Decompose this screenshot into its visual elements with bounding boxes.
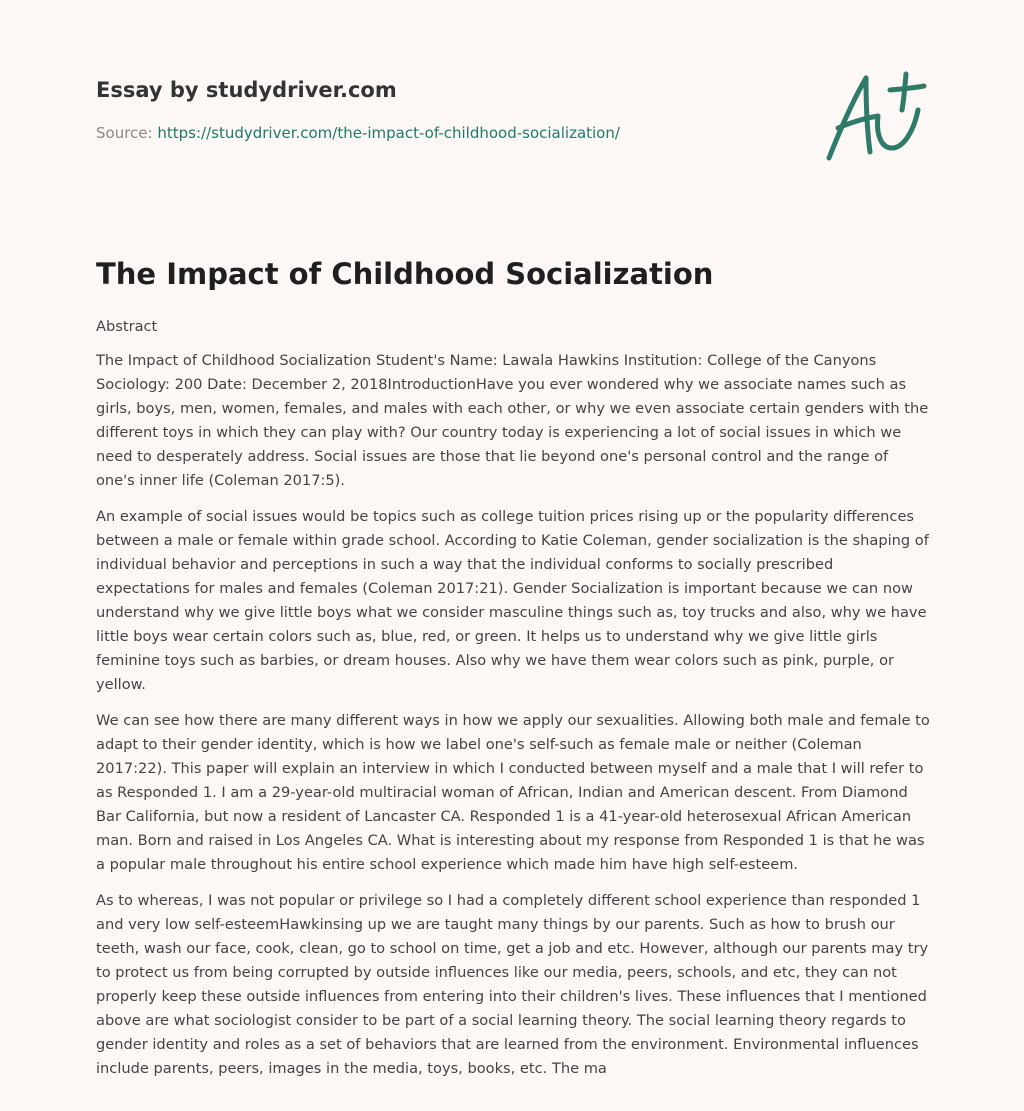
source-link[interactable]: https://studydriver.com/the-impact-of-childhood-socialization/ <box>157 124 620 142</box>
essay-header <box>96 76 736 143</box>
essay-paragraph: As to whereas, I was not popular or privilege so I had a completely different school experience than responded 1 and very low self-esteemHawkinsing up we are taught many things by our parents. Such as how to brush our teeth, wash our face, cook, clean, go to school on time, get a job and etc. However, although our parents may try to protect us from being corrupted by outside influences like our media, peers, schools, and etc, they can not properly keep these outside influences from entering into their children's lives. These influences that I mentioned above are what sociologist consider to be part of a social learning theory. The social learning theory regards to gender identity and roles as a set of behaviors that are learned from the environment. Environmental influences include parents, peers, images in the media, toys, books, etc. The ma <box>96 892 929 1077</box>
source-label: Source: <box>96 124 153 142</box>
a-plus-logo-icon <box>822 68 928 164</box>
site-brand: Essay by studydriver.com <box>96 78 397 102</box>
abstract-label: Abstract <box>96 318 158 335</box>
essay-body <box>96 316 930 1093</box>
essay-paragraph: An example of social issues would be topics such as college tuition prices rising up or the popularity differences between a male or female within grade school. According to Katie Coleman, gender socialization is the shaping of individual behavior and perceptions in such a way that the individual conforms to socially prescribed expectations for males and females (Coleman 2017:21). Gender Socialization is important because we can now understand why we give little boys what we consider masculine things such as, toy trucks and also, why we have little boys wear certain colors such as, blue, red, or green. It helps us to understand why we give little girls feminine toys such as barbies, or dream houses. Also why we have them wear colors such as pink, purple, or yellow. <box>96 508 929 693</box>
essay-paragraph: We can see how there are many different ways in how we apply our sexualities. Allowing both male and female to adapt to their gender identity, which is how we label one's self-such as female male or neither (Coleman 2017:22). This paper will explain an interview in which I conducted between myself and a male that I will refer to as Responded 1. I am a 29-year-old multiracial woman of African, Indian and American descent. From Diamond Bar California, but now a resident of Lancaster CA. Responded 1 is a 41-year-old heterosexual African American man. Born and raised in Los Angeles CA. What is interesting about my response from Responded 1 is that he was a popular male throughout his entire school experience which made him have high self-esteem. <box>96 712 930 873</box>
essay-title: The Impact of Childhood Socialization <box>96 257 714 291</box>
essay-paragraph: The Impact of Childhood Socialization Student's Name: Lawala Hawkins Institution: College of the Canyons Sociology: 200 Date: December 2, 2018IntroductionHave you ever wondered why we associate names such as girls, boys, men, women, females, and males with each other, or why we even associate certain genders with the different toys in which they can play with? Our country today is experiencing a lot of social issues in which we need to desperately address. Social issues are those that lie beyond one's personal control and the range of one's inner life (Coleman 2017:5). <box>96 352 929 489</box>
source-line <box>96 123 736 143</box>
